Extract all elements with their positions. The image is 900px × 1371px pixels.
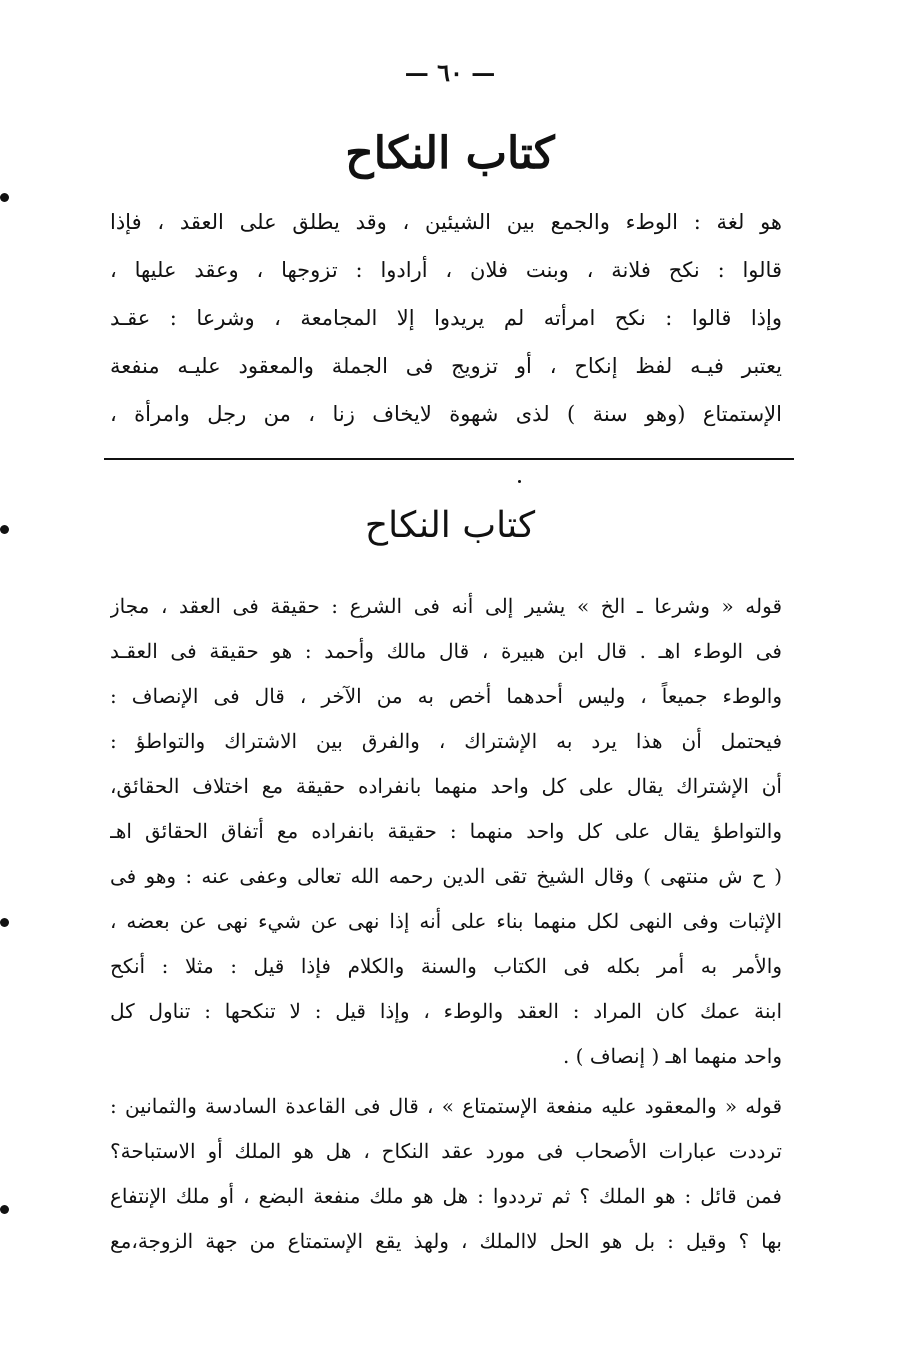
sharh-line: والأمر به أمر بكله فى الكتاب والسنة والكلام فإذا قيل : مثلا : أنكح [110,954,782,978]
sharh-line-last: واحد منهما اهـ ( إنصاف ) . [562,1044,782,1068]
section-divider [104,458,794,460]
sharh-paragraph-1 [110,584,782,1079]
sharh-line: قوله « وشرعا ـ الخ » يشير إلى أنه فى الشرع : حقيقة فى العقد ، مجاز [110,594,782,618]
binding-mark [0,1205,9,1214]
matn-text [110,198,782,438]
matn-line: يعتبر فيـه لفظ إنكاح ، أو تزويج فى الجملة والمعقود عليـه منفعة [110,354,782,378]
sharh-line: بها ؟ وقيل : بل هو الحل لاالملك ، ولهذ يقع الإستمتاع من جهة الزوجة،مع [110,1229,782,1253]
binding-mark [0,918,9,927]
sharh-line: والوطء جميعاً ، وليس أحدهما أخص به من الآخر ، قال فى الإنصاف : [110,684,782,708]
sharh-line: أن الإشتراك يقال على كل واحد منهما بانفراده حقيقة مع اختلاف الحقائق، [110,774,782,798]
divider-dot [518,480,521,483]
binding-mark [0,525,9,534]
sharh-heading: كتاب النكاح [364,505,536,546]
matn-line: هو لغة : الوطء والجمع بين الشيئين ، وقد يطلق على العقد ، فإذا [110,210,782,234]
matn-line: وإذا قالوا : نكح امرأته لم يريدوا إلا المجامعة ، وشرعا : عقـد [110,306,782,330]
binding-mark [0,193,9,202]
sharh-line: ابنة عمك كان المراد : العقد والوطء ، وإذا قيل : لا تنكحها : تناول كل [110,999,782,1023]
sharh-line: قوله « والمعقود عليه منفعة الإستمتاع » ، قال فى القاعدة السادسة والثمانين : [110,1094,782,1118]
page-number: — ٦٠ — [404,58,496,87]
sharh-line: فى الوطء اهـ . قال ابن هبيرة ، قال مالك وأحمد : هو حقيقة فى العقـد [110,639,782,663]
sharh-line: فيحتمل أن هذا يرد به الإشتراك ، والفرق بين الاشتراك والتواطؤ : [110,729,782,753]
sharh-line: والتواطؤ يقال على كل واحد منهما : حقيقة بانفراده مع أتفاق الحقائق اهـ [110,819,782,843]
matn-line: قالوا : نكح فلانة ، وبنت فلان ، أرادوا : تزوجها ، وعقد عليها ، [110,258,782,282]
sharh-line: فمن قائل : هو الملك ؟ ثم ترددوا : هل هو ملك منفعة البضع ، أو ملك الإنتفاع [110,1184,782,1208]
sharh-line: الإثبات وفى النهى لكل منهما بناء على أنه إذا نهى عن شيء نهى عن بعضه ، [110,909,782,933]
matn-heading: كتاب النكاح [345,128,555,179]
sharh-line: ترددت عبارات الأصحاب فى مورد عقد النكاح ، هل هو الملك أو الاستباحة؟ [110,1139,782,1163]
sharh-paragraph-2 [110,1084,782,1264]
sharh-line: ( ح ش منتهى ) وقال الشيخ تقى الدين رحمه الله تعالى وعفى عنه : وهو فى [110,864,782,888]
matn-line: الإستمتاع (وهو سنة ) لذى شهوة لايخاف زنا ، من رجل وامرأة ، [110,402,782,426]
